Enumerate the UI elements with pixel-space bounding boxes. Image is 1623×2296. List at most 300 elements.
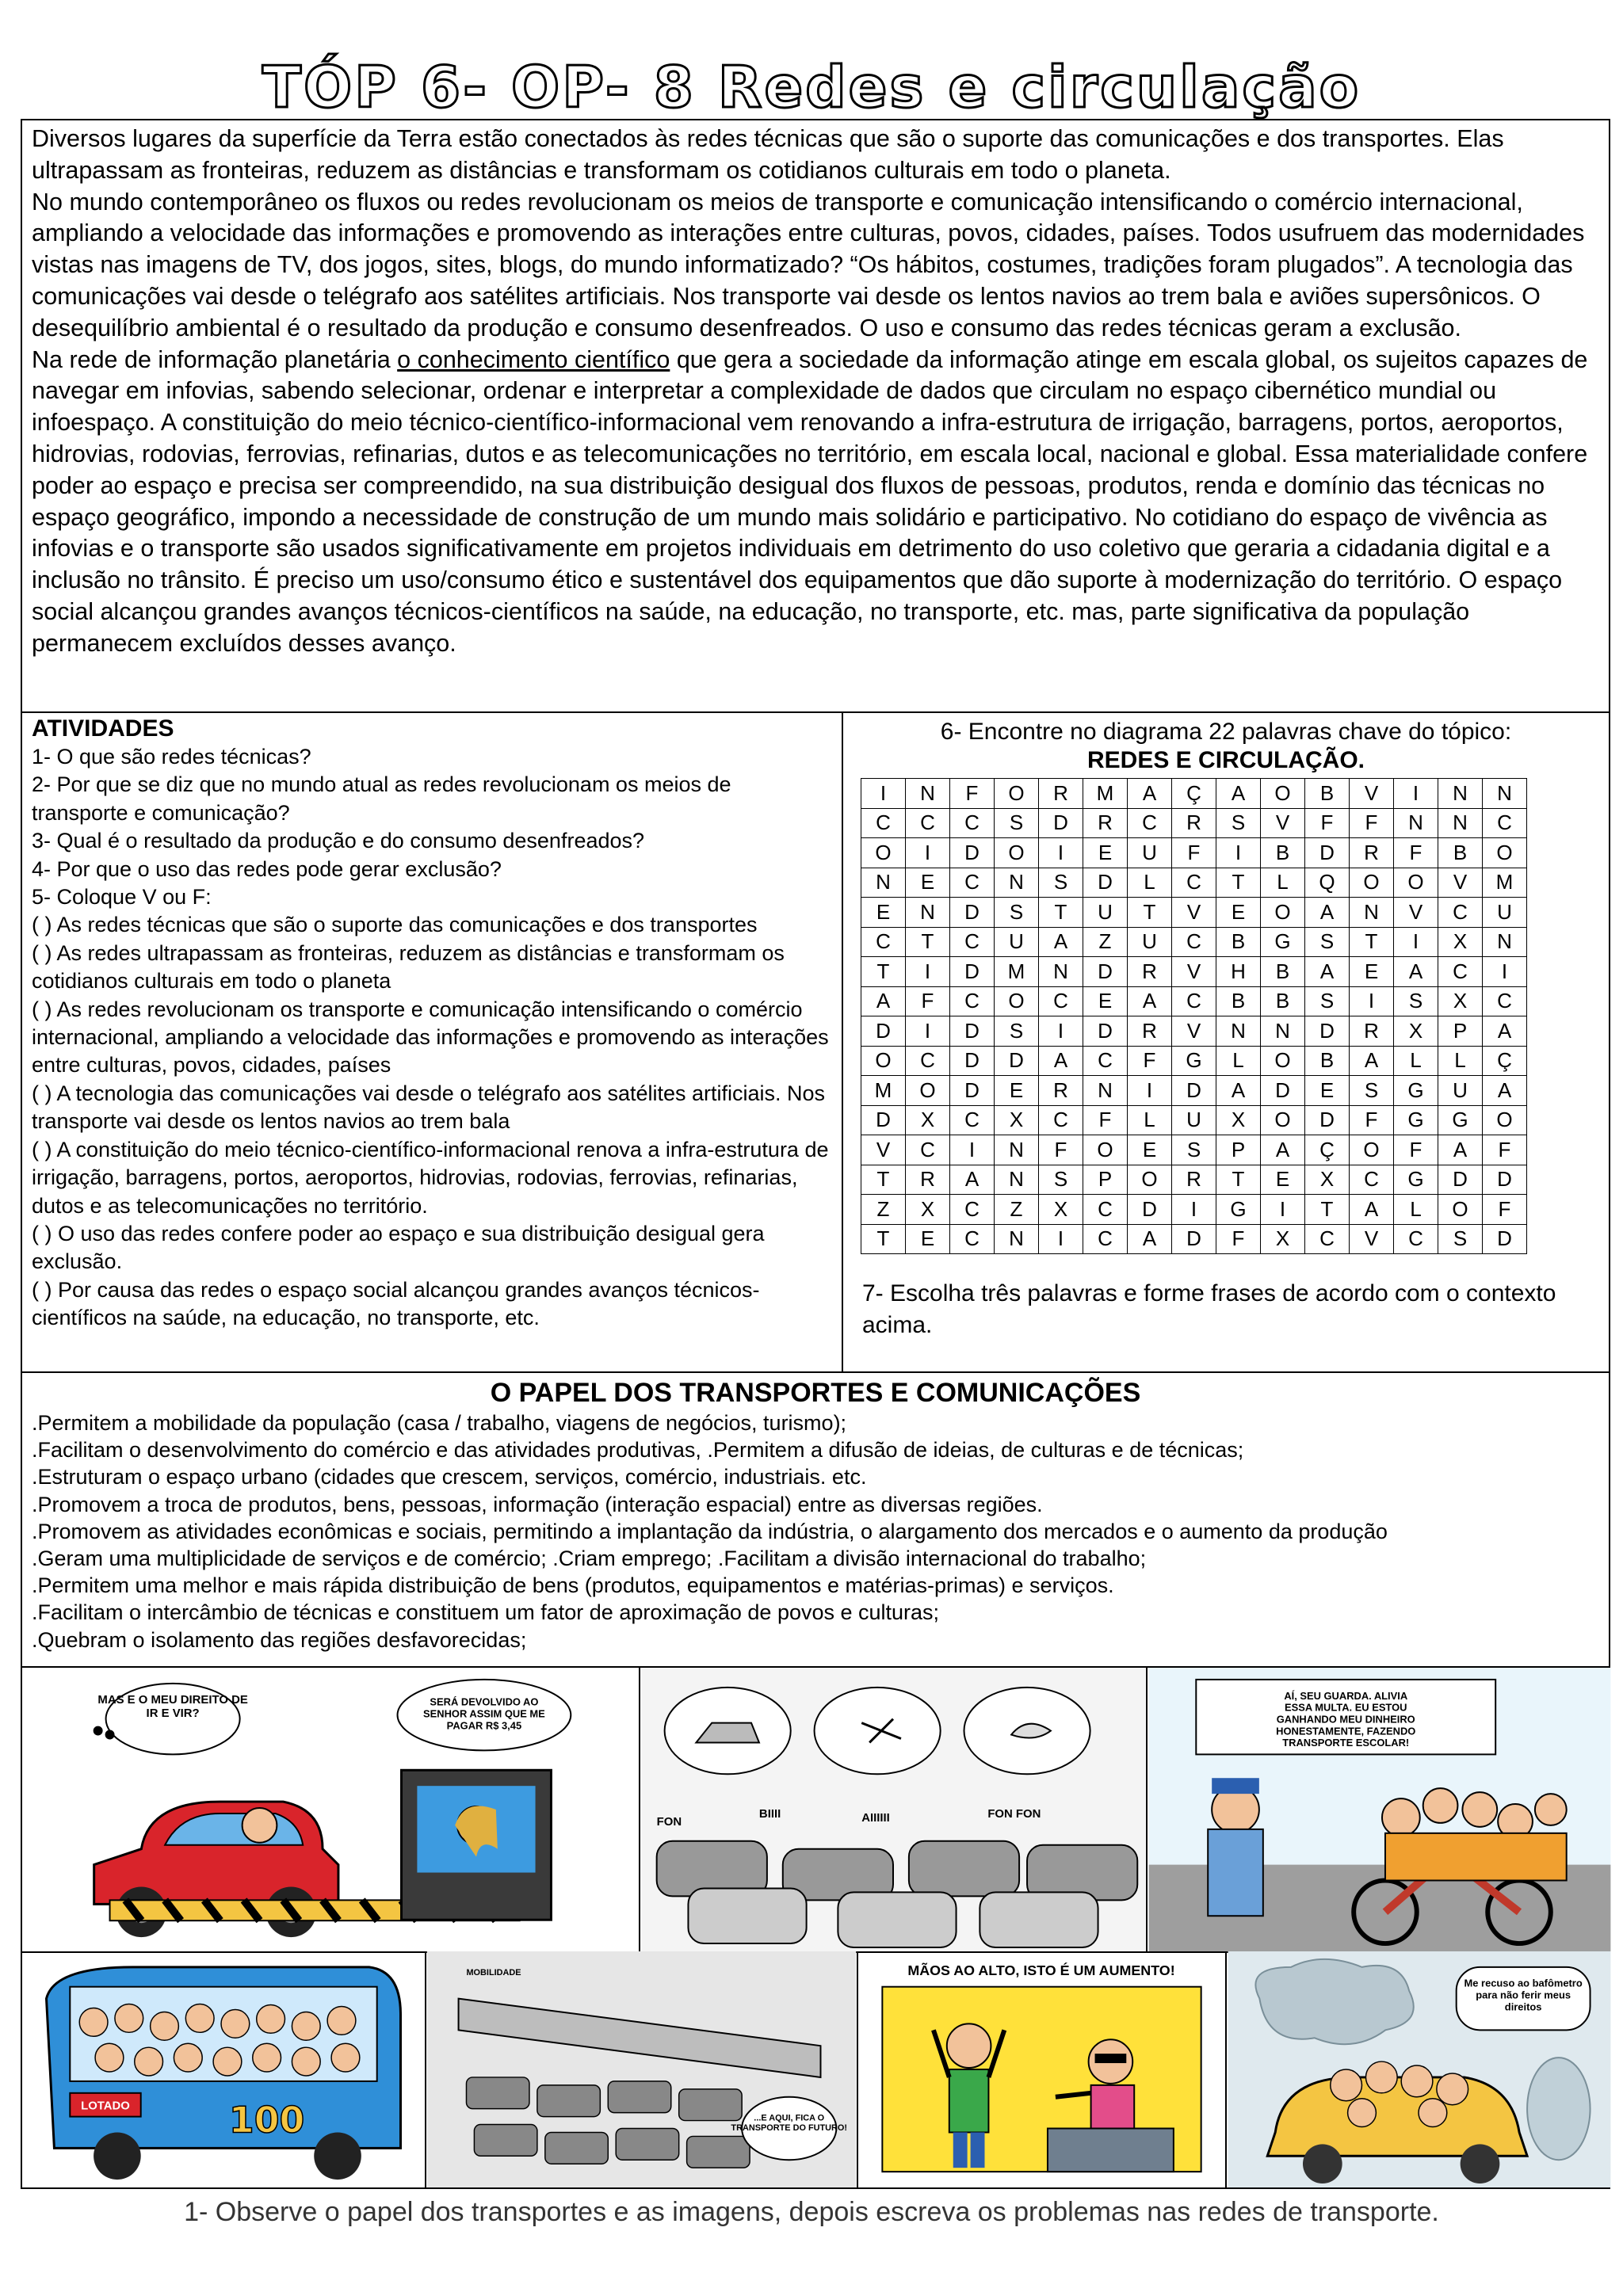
grid-cell[interactable]: D (950, 957, 995, 987)
grid-cell[interactable]: V (1438, 868, 1483, 898)
grid-cell[interactable]: C (861, 927, 906, 957)
grid-cell[interactable]: S (1305, 986, 1350, 1016)
grid-cell[interactable]: E (1216, 898, 1261, 928)
grid-cell[interactable]: P (1083, 1165, 1128, 1195)
grid-cell[interactable]: C (950, 1224, 995, 1254)
grid-cell[interactable]: C (950, 1105, 995, 1135)
grid-cell[interactable]: B (1261, 838, 1305, 868)
grid-cell[interactable]: A (861, 986, 906, 1016)
grid-cell[interactable]: L (1438, 1046, 1483, 1076)
grid-cell[interactable]: R (906, 1165, 950, 1195)
grid-cell[interactable]: O (861, 1046, 906, 1076)
intro-p3-start: Na rede de informação planetária (32, 345, 398, 373)
grid-cell[interactable]: C (1438, 898, 1483, 928)
grid-cell[interactable]: B (1438, 838, 1483, 868)
cartoon-toll-booth (22, 1668, 640, 1951)
grid-cell[interactable]: B (1305, 1046, 1350, 1076)
grid-cell[interactable]: Z (1083, 927, 1128, 957)
grid-cell[interactable]: S (1350, 1076, 1394, 1106)
grid-cell[interactable]: I (1172, 1195, 1216, 1225)
grid-cell[interactable]: A (1216, 1076, 1261, 1106)
grid-cell[interactable]: D (1128, 1195, 1172, 1225)
grid-cell[interactable]: T (861, 1224, 906, 1254)
grid-cell[interactable]: O (1083, 1135, 1128, 1165)
grid-cell[interactable]: T (1039, 898, 1083, 928)
grid-cell[interactable]: I (906, 957, 950, 987)
grid-cell[interactable]: F (1128, 1046, 1172, 1076)
grid-cell[interactable]: X (995, 1105, 1039, 1135)
grid-cell[interactable]: A (1039, 1046, 1083, 1076)
grid-cell[interactable]: N (1438, 779, 1483, 809)
grid-cell[interactable]: C (1483, 808, 1527, 838)
grid-cell[interactable]: M (1483, 868, 1527, 898)
grid-cell[interactable]: N (906, 898, 950, 928)
grid-cell[interactable]: E (1083, 986, 1128, 1016)
grid-cell[interactable]: E (1128, 1135, 1172, 1165)
grid-cell[interactable]: A (1350, 1046, 1394, 1076)
grid-cell[interactable]: N (861, 868, 906, 898)
grid-cell[interactable]: A (1438, 1135, 1483, 1165)
grid-cell[interactable]: O (1261, 1105, 1305, 1135)
grid-cell[interactable]: A (1350, 1195, 1394, 1225)
grid-cell[interactable]: U (1128, 927, 1172, 957)
grid-cell[interactable]: C (1172, 927, 1216, 957)
grid-cell[interactable]: D (1305, 838, 1350, 868)
grid-cell[interactable]: N (1083, 1076, 1128, 1106)
grid-row (861, 868, 1527, 898)
grid-cell[interactable]: F (1305, 808, 1350, 838)
grid-cell[interactable]: T (1216, 868, 1261, 898)
grid-cell[interactable]: C (906, 1046, 950, 1076)
grid-cell[interactable]: I (1039, 1016, 1083, 1047)
speech-line: ESSA MULTA. EU ESTOU (1285, 1701, 1407, 1714)
grid-cell[interactable]: R (1172, 808, 1216, 838)
grid-cell[interactable]: R (1350, 1016, 1394, 1047)
grid-cell[interactable]: L (1128, 1105, 1172, 1135)
grid-row (861, 1165, 1527, 1195)
grid-cell[interactable]: F (1216, 1224, 1261, 1254)
activities-box (21, 711, 843, 1373)
role-line: .Permitem uma melhor e mais rápida distribuição de bens (produtos, equipamentos e matérias-primas) e serviços. (32, 1573, 1114, 1598)
grid-cell[interactable]: V (1172, 1016, 1216, 1047)
grid-cell[interactable]: O (1350, 868, 1394, 898)
grid-cell[interactable]: C (1039, 1105, 1083, 1135)
grid-cell[interactable]: V (1394, 898, 1438, 928)
grid-cell[interactable]: C (950, 927, 995, 957)
grid-cell[interactable]: O (861, 838, 906, 868)
grid-cell[interactable]: V (861, 1135, 906, 1165)
grid-cell[interactable]: G (1261, 927, 1305, 957)
grid-cell[interactable]: O (1350, 1135, 1394, 1165)
grid-row (861, 1076, 1527, 1106)
mobility-illustration (426, 1951, 857, 2187)
activity-line: ( ) A tecnologia das comunicações vai desde o telégrafo aos satélites artificiais. Nos transporte vai desde os lentos navios ao trem bala (32, 1081, 826, 1134)
grid-cell[interactable]: X (1438, 986, 1483, 1016)
grid-cell[interactable]: D (1261, 1076, 1305, 1106)
grid-cell[interactable]: F (1483, 1135, 1527, 1165)
grid-cell[interactable]: S (1039, 868, 1083, 898)
grid-cell[interactable]: I (1216, 838, 1261, 868)
grid-cell[interactable]: S (995, 808, 1039, 838)
speech-line: TRANSPORTE ESCOLAR! (1282, 1737, 1410, 1749)
grid-cell[interactable]: C (1128, 808, 1172, 838)
grid-cell[interactable]: I (1483, 957, 1527, 987)
traffic-label: BIIII (758, 1807, 781, 1821)
grid-cell[interactable]: C (1083, 1046, 1128, 1076)
cartoon-row-1 (21, 1666, 1610, 1953)
word-search-box (842, 711, 1610, 1373)
grid-cell[interactable]: R (1039, 1076, 1083, 1106)
grid-cell[interactable]: O (1483, 838, 1527, 868)
grid-row (861, 898, 1527, 928)
grid-cell[interactable]: E (1305, 1076, 1350, 1106)
robbery-caption: MÃOS AO ALTO, ISTO É UM AUMENTO! (907, 1962, 1175, 1978)
grid-cell[interactable]: D (1305, 1105, 1350, 1135)
grid-row (861, 1224, 1527, 1254)
grid-cell[interactable]: D (1083, 1016, 1128, 1047)
grid-cell[interactable]: I (1128, 1076, 1172, 1106)
grid-cell[interactable]: E (1261, 1165, 1305, 1195)
grid-cell[interactable]: R (1128, 957, 1172, 987)
grid-cell[interactable]: C (950, 868, 995, 898)
traffic-label: AIIIIII (861, 1811, 890, 1825)
grid-cell[interactable]: C (1305, 1224, 1350, 1254)
cartoon-crowded-bus (22, 1951, 426, 2187)
activity-line: 3- Qual é o resultado da produção e do consumo desenfreados? (32, 829, 645, 853)
grid-cell[interactable]: B (1216, 986, 1261, 1016)
grid-cell[interactable]: F (1039, 1135, 1083, 1165)
grid-cell[interactable]: R (1172, 1165, 1216, 1195)
grid-cell[interactable]: T (1128, 898, 1172, 928)
grid-cell[interactable]: D (861, 1105, 906, 1135)
grid-cell[interactable]: G (1394, 1076, 1438, 1106)
grid-cell[interactable]: A (1483, 1016, 1527, 1047)
grid-cell[interactable]: A (1128, 986, 1172, 1016)
grid-cell[interactable]: I (950, 1135, 995, 1165)
grid-cell[interactable]: D (861, 1016, 906, 1047)
grid-cell[interactable]: I (1039, 838, 1083, 868)
grid-cell[interactable]: Z (995, 1195, 1039, 1225)
grid-cell[interactable]: I (906, 1016, 950, 1047)
grid-cell[interactable]: U (1483, 898, 1527, 928)
grid-cell[interactable]: R (1350, 838, 1394, 868)
grid-cell[interactable]: L (1128, 868, 1172, 898)
role-line: .Permitem a mobilidade da população (casa / trabalho, viagens de negócios, turismo); (32, 1411, 847, 1435)
grid-cell[interactable]: M (995, 957, 1039, 987)
grid-cell[interactable]: D (1172, 1224, 1216, 1254)
traffic-label: FON (656, 1815, 682, 1829)
grid-cell[interactable]: Ç (1305, 1135, 1350, 1165)
grid-cell[interactable]: I (1261, 1195, 1305, 1225)
grid-cell[interactable]: E (1083, 838, 1128, 868)
grid-row (861, 1105, 1527, 1135)
grid-cell[interactable]: R (1039, 779, 1083, 809)
speech-line: PAGAR R$ 3,45 (446, 1719, 522, 1732)
grid-cell[interactable]: E (906, 1224, 950, 1254)
grid-cell[interactable]: A (1305, 898, 1350, 928)
grid-cell[interactable]: N (995, 1165, 1039, 1195)
activity-line: 2- Por que se diz que no mundo atual as redes revolucionam os meios de transporte e comunicação? (32, 772, 731, 825)
grid-cell[interactable]: E (906, 868, 950, 898)
grid-cell[interactable]: T (861, 957, 906, 987)
cartoon-traffic-guard (1148, 1668, 1612, 1951)
grid-cell[interactable]: D (1483, 1224, 1527, 1254)
grid-cell[interactable]: T (861, 1165, 906, 1195)
grid-cell[interactable]: O (1261, 779, 1305, 809)
grid-row (861, 779, 1527, 809)
speech-line: TRANSPORTE DO FUTURO! (731, 2123, 848, 2134)
grid-cell[interactable]: X (906, 1105, 950, 1135)
grid-cell[interactable]: D (950, 1016, 995, 1047)
activity-line: 5- Coloque V ou F: (32, 885, 212, 910)
grid-cell[interactable]: A (1128, 779, 1172, 809)
grid-cell[interactable]: F (1350, 808, 1394, 838)
grid-cell[interactable]: S (995, 1016, 1039, 1047)
grid-cell[interactable]: O (995, 779, 1039, 809)
grid-cell[interactable]: B (1261, 986, 1305, 1016)
grid-cell[interactable]: C (861, 808, 906, 838)
activity-line: ( ) A constituição do meio técnico-científico-informacional renova a infra-estrutura de irrigação, barragens, portos, aeroportos, hidrovias, rodovias, ferrovias, refinarias, dutos e as telecomunicações no território. (32, 1137, 829, 1218)
grid-cell[interactable]: O (1483, 1105, 1527, 1135)
breathalyzer-speech: Me recuso ao bafômetro (1464, 1977, 1583, 1989)
grid-cell[interactable]: U (1438, 1076, 1483, 1106)
grid-cell[interactable]: D (1483, 1165, 1527, 1195)
grid-cell[interactable]: I (906, 838, 950, 868)
grid-cell[interactable]: B (1216, 927, 1261, 957)
grid-cell[interactable]: N (995, 1224, 1039, 1254)
mobility-tag: MOBILIDADE (466, 1967, 521, 1978)
grid-cell[interactable]: G (1172, 1046, 1216, 1076)
grid-cell[interactable]: D (950, 898, 995, 928)
grid-cell[interactable]: R (1128, 1016, 1172, 1047)
grid-cell[interactable]: A (1483, 1076, 1527, 1106)
word-search-instruction: 6- Encontre no diagrama 22 palavras chave do tópico: (940, 719, 1512, 745)
grid-cell[interactable]: D (1172, 1076, 1216, 1106)
grid-cell[interactable]: X (1438, 927, 1483, 957)
grid-cell[interactable]: N (906, 779, 950, 809)
roles-heading: O PAPEL DOS TRANSPORTES E COMUNICAÇÕES (490, 1378, 1141, 1408)
grid-cell[interactable]: C (906, 1135, 950, 1165)
grid-cell[interactable]: N (1039, 957, 1083, 987)
grid-cell[interactable]: X (1394, 1016, 1438, 1047)
grid-cell[interactable]: L (1394, 1046, 1438, 1076)
grid-cell[interactable]: F (950, 779, 995, 809)
grid-cell[interactable]: A (1128, 1224, 1172, 1254)
grid-cell[interactable]: I (1394, 779, 1438, 809)
grid-cell[interactable]: O (995, 838, 1039, 868)
word-search-grid (861, 778, 1527, 1254)
grid-cell[interactable]: A (1039, 927, 1083, 957)
traffic-label: FON FON (987, 1807, 1041, 1821)
grid-cell[interactable]: C (1083, 1224, 1128, 1254)
role-line: .Promovem a troca de produtos, bens, pessoas, informação (interação espacial) entre as diversas regiões. (32, 1492, 1043, 1516)
grid-cell[interactable]: L (1261, 868, 1305, 898)
grid-cell[interactable]: V (1350, 1224, 1394, 1254)
grid-cell[interactable]: O (1261, 1046, 1305, 1076)
grid-cell[interactable]: D (1083, 868, 1128, 898)
role-line: .Promovem as atividades econômicas e sociais, permitindo a implantação da indústria, o alargamento dos mercados e o aumento da produção (32, 1519, 1388, 1543)
grid-cell[interactable]: C (1039, 986, 1083, 1016)
grid-row (861, 1135, 1527, 1165)
grid-cell[interactable]: V (1350, 779, 1394, 809)
grid-cell[interactable]: M (1083, 779, 1128, 809)
grid-row (861, 838, 1527, 868)
grid-cell[interactable]: A (1216, 779, 1261, 809)
speech-line: IR E VIR? (146, 1707, 200, 1720)
grid-cell[interactable]: C (1350, 1165, 1394, 1195)
grid-cell[interactable]: R (1083, 808, 1128, 838)
grid-cell[interactable]: N (995, 1135, 1039, 1165)
grid-cell[interactable]: F (1394, 1135, 1438, 1165)
intro-paragraph-2: No mundo contemporâneo os fluxos ou redes revolucionam os meios de transporte e comunicação intensificando o comércio internacional, ampliando a velocidade das informações e promovendo as interações entre culturas, povos, cidades, países. Todos usufruem das modernidades vistas nas imagens de TV, dos jogos, sites, blogs, do mundo informatizado? “Os hábitos, costumes, tradições foram plugados”. A tecnologia das comunicações vai desde o telégrafo aos satélites artificiais. Nos transporte vai desde os lentos navios ao trem bala e aviões supersônicos. O desequilíbrio ambiental é o resultado da produção e consumo desenfreados. O uso e consumo das redes técnicas geram a exclusão. (32, 188, 1585, 341)
traffic-guard-illustration (1148, 1668, 1612, 1951)
grid-cell[interactable]: D (950, 1046, 995, 1076)
grid-cell[interactable]: D (1438, 1165, 1483, 1195)
crowded-bus-illustration (22, 1951, 425, 2187)
grid-cell[interactable]: H (1216, 957, 1261, 987)
grid-cell[interactable]: Z (861, 1195, 906, 1225)
speech-line: SENHOR ASSIM QUE ME (423, 1707, 545, 1720)
grid-cell[interactable]: F (1394, 838, 1438, 868)
grid-cell[interactable]: N (1483, 927, 1527, 957)
grid-cell[interactable]: I (861, 779, 906, 809)
grid-cell[interactable]: O (906, 1076, 950, 1106)
grid-cell[interactable]: C (950, 808, 995, 838)
grid-cell[interactable]: N (1483, 779, 1527, 809)
grid-cell[interactable]: L (1216, 1046, 1261, 1076)
grid-cell[interactable]: F (1483, 1195, 1527, 1225)
word-search-subtitle: REDES E CIRCULAÇÃO. (1086, 747, 1365, 773)
grid-cell[interactable]: V (1261, 808, 1305, 838)
grid-cell[interactable]: D (995, 1046, 1039, 1076)
svg-text:AÍ, SEU GUARDA. ALIVIAESSA MUL (1276, 1690, 1415, 1749)
grid-cell[interactable]: Ç (1172, 779, 1216, 809)
toll-right-speech: SERÁ DEVOLVIDO AO (430, 1695, 539, 1708)
grid-cell[interactable]: A (1305, 957, 1350, 987)
grid-cell[interactable]: M (861, 1076, 906, 1106)
grid-cell[interactable]: D (1083, 957, 1128, 987)
grid-row (861, 927, 1527, 957)
grid-cell[interactable]: T (1350, 927, 1394, 957)
activity-line: ( ) Por causa das redes o espaço social alcançou grandes avanços técnicos-científicos na saúde, na educação, no transporte, etc. (32, 1277, 760, 1330)
grid-cell[interactable]: S (1394, 986, 1438, 1016)
grid-cell[interactable]: I (1394, 927, 1438, 957)
grid-cell[interactable]: X (1216, 1105, 1261, 1135)
grid-cell[interactable]: C (906, 808, 950, 838)
grid-cell[interactable]: S (1305, 927, 1350, 957)
grid-cell[interactable]: N (1350, 898, 1394, 928)
grid-cell[interactable]: G (1438, 1105, 1483, 1135)
grid-cell[interactable]: O (1128, 1165, 1172, 1195)
grid-cell[interactable]: F (1350, 1105, 1394, 1135)
grid-cell[interactable]: F (906, 986, 950, 1016)
grid-cell[interactable]: C (950, 1195, 995, 1225)
grid-cell[interactable]: S (1039, 1165, 1083, 1195)
grid-cell[interactable]: X (1305, 1165, 1350, 1195)
grid-cell[interactable]: X (906, 1195, 950, 1225)
grid-cell[interactable]: P (1438, 1016, 1483, 1047)
grid-cell[interactable]: N (1438, 808, 1483, 838)
grid-cell[interactable]: N (1216, 1016, 1261, 1047)
grid-cell[interactable]: N (995, 868, 1039, 898)
grid-cell[interactable]: S (1438, 1224, 1483, 1254)
grid-cell[interactable]: O (1261, 898, 1305, 928)
grid-row (861, 808, 1527, 838)
grid-cell[interactable]: S (995, 898, 1039, 928)
grid-cell[interactable]: C (1438, 957, 1483, 987)
grid-cell[interactable]: D (1039, 808, 1083, 838)
cartoon-mobility (426, 1951, 858, 2187)
grid-cell[interactable]: A (950, 1165, 995, 1195)
grid-cell[interactable]: D (1305, 1016, 1350, 1047)
grid-cell[interactable]: N (1261, 1016, 1305, 1047)
grid-cell[interactable]: G (1394, 1105, 1438, 1135)
grid-cell[interactable]: E (1350, 957, 1394, 987)
grid-cell[interactable]: O (1438, 1195, 1483, 1225)
grid-cell[interactable]: D (950, 1076, 995, 1106)
grid-cell[interactable]: A (1394, 957, 1438, 987)
grid-cell[interactable]: E (861, 898, 906, 928)
grid-cell[interactable]: V (1172, 898, 1216, 928)
grid-cell[interactable]: O (995, 986, 1039, 1016)
grid-row (861, 986, 1527, 1016)
grid-cell[interactable]: I (1350, 986, 1394, 1016)
grid-cell[interactable]: N (1394, 808, 1438, 838)
grid-cell[interactable]: B (1305, 779, 1350, 809)
grid-cell[interactable]: C (950, 986, 995, 1016)
grid-cell[interactable]: X (1261, 1224, 1305, 1254)
guard-speech: AÍ, SEU GUARDA. ALIVIA (1284, 1689, 1408, 1702)
activity-line: ( ) As redes revolucionam os transporte e comunicação intensificando o comércio internacional, ampliando a velocidade das informações e promovendo as interações entre culturas, povos, cidades, países (32, 997, 829, 1077)
grid-cell[interactable]: U (995, 927, 1039, 957)
grid-cell[interactable]: S (1172, 1135, 1216, 1165)
grid-cell[interactable]: T (1305, 1195, 1350, 1225)
role-line: .Facilitam o intercâmbio de técnicas e constituem um fator de aproximação de povos e culturas; (32, 1600, 940, 1625)
grid-cell[interactable]: E (995, 1076, 1039, 1106)
grid-cell[interactable]: U (1128, 838, 1172, 868)
grid-cell[interactable]: I (1039, 1224, 1083, 1254)
grid-cell[interactable]: U (1172, 1105, 1216, 1135)
grid-cell[interactable]: D (950, 838, 995, 868)
grid-cell[interactable]: Q (1305, 868, 1350, 898)
grid-cell[interactable]: T (1216, 1165, 1261, 1195)
question-7: 7- Escolha três palavras e forme frases de acordo com o contexto acima. (862, 1280, 1556, 1338)
grid-cell[interactable]: V (1172, 957, 1216, 987)
grid-cell[interactable]: Ç (1483, 1046, 1527, 1076)
grid-cell[interactable]: L (1394, 1195, 1438, 1225)
grid-cell[interactable]: G (1216, 1195, 1261, 1225)
grid-cell[interactable]: C (1394, 1224, 1438, 1254)
cartoon-robbery (858, 1951, 1227, 2187)
grid-cell[interactable]: T (906, 927, 950, 957)
grid-cell[interactable]: F (1083, 1105, 1128, 1135)
grid-cell[interactable]: P (1216, 1135, 1261, 1165)
grid-row (861, 1195, 1527, 1225)
grid-cell[interactable]: C (1172, 986, 1216, 1016)
grid-cell[interactable]: U (1083, 898, 1128, 928)
grid-cell[interactable]: C (1172, 868, 1216, 898)
grid-cell[interactable]: G (1394, 1165, 1438, 1195)
grid-cell[interactable]: C (1083, 1195, 1128, 1225)
intro-p3-rest: que gera a sociedade da informação atinge em escala global, os sujeitos capazes de navegar em infovias, sabendo selecionar, ordenar e interpretar a complexidade de dados que circulam no espaço cibernético mundial ou infoespaço. A constituição do meio técnico-científico-informacional vem renovando a infra-estrutura de irrigação, barragens, portos, aeroportos, hidrovias, rodovias, ferrovias, refinarias, dutos e as telecomunicações no território, em escala local, nacional e global. Essa materialidade confere poder ao espaço e precisa ser compreendido, na sua distribuição desigual dos fluxos de pessoas, produtos, renda e domínio das técnicas no espaço geográfico, impondo a necessidade de construção de um mundo mais solidário e participativo. No cotidiano do espaço de vivência as infovias e o transporte são usados significativamente em projetos individuais em detrimento do uso coletivo que geraria a cidadania digital e a inclusão no trânsito. É preciso um uso/consumo ético e sustentável dos equipamentos que dão suporte à modernização do território. O espaço social alcançou grandes avanços técnicos-científicos na saúde, na educação, no transporte, etc. mas, parte significativa da população permanecem excluídos desses avanço. (32, 345, 1588, 657)
grid-cell[interactable]: X (1039, 1195, 1083, 1225)
grid-cell[interactable]: A (1261, 1135, 1305, 1165)
grid-cell[interactable]: O (1394, 868, 1438, 898)
grid-cell[interactable]: C (1483, 986, 1527, 1016)
grid-cell[interactable]: S (1216, 808, 1261, 838)
grid-cell[interactable]: F (1172, 838, 1216, 868)
grid-cell[interactable]: B (1261, 957, 1305, 987)
